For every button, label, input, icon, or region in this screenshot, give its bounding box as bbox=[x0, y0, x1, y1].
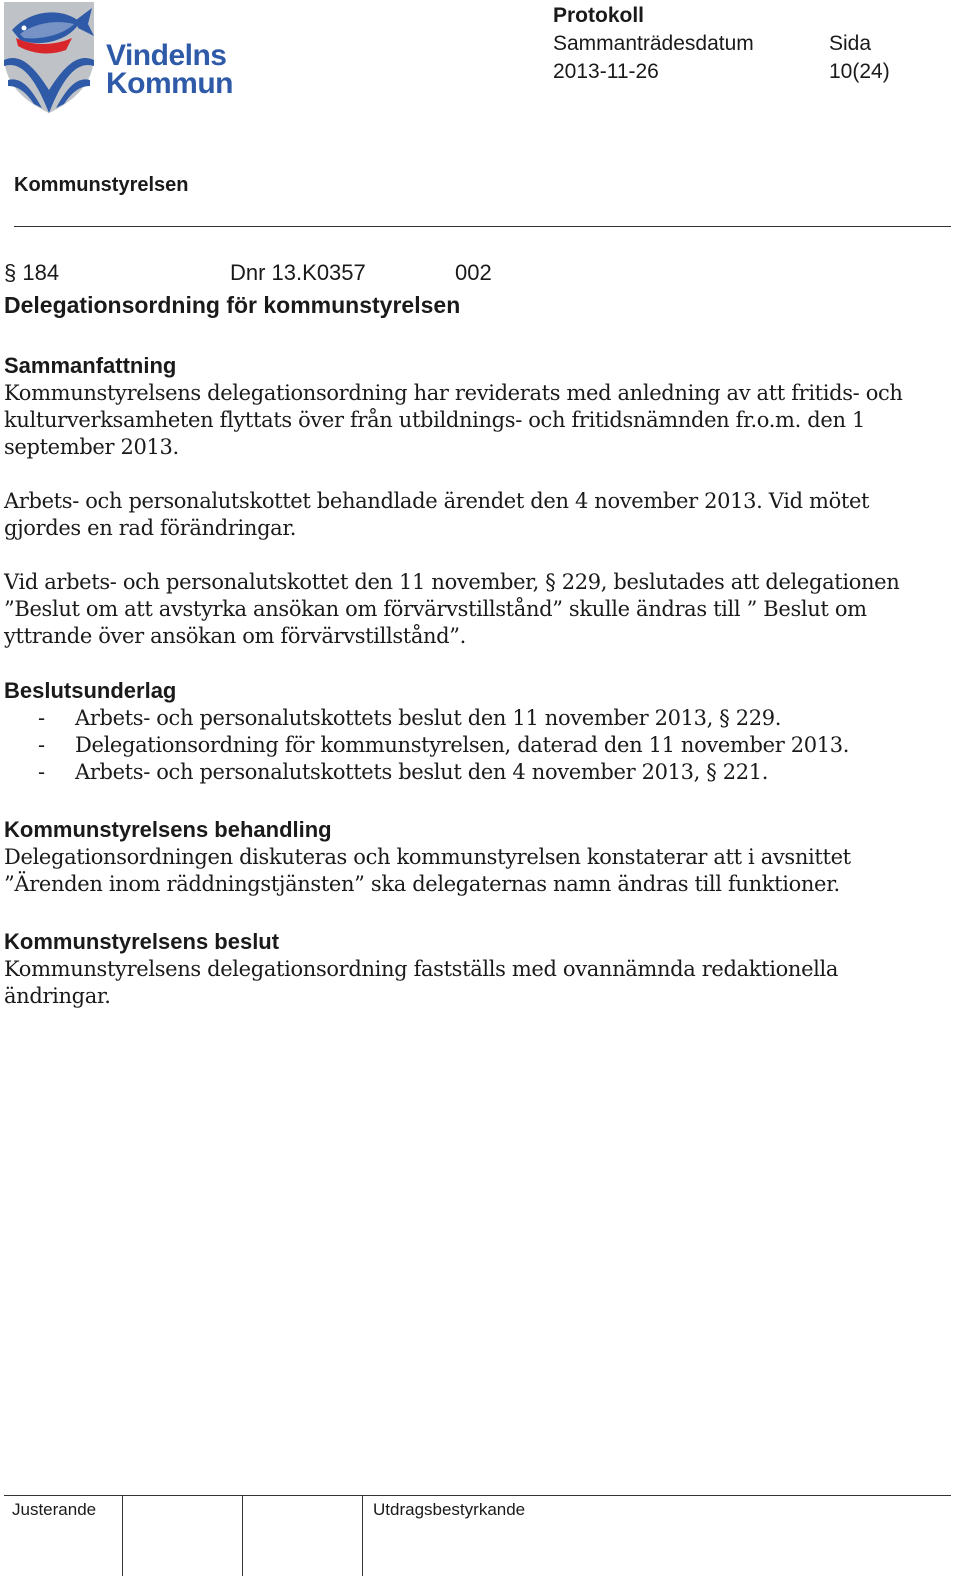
summary-paragraph-2: Arbets- och personalutskottet behandlade ärendet den 4 november 2013. Vid mötet gjordes en rad förändringar. bbox=[4, 489, 870, 540]
utdragsbestyrkande-label: Utdragsbestyrkande bbox=[373, 1500, 526, 1519]
paragraph-number: § 184 bbox=[4, 260, 60, 285]
date-label: Sammanträdesdatum bbox=[553, 32, 754, 55]
decision-paragraph: Kommunstyrelsens delegationsordning fastställs med ovannämnda redaktionella ändringar. bbox=[4, 957, 839, 1008]
signature-cell-divider bbox=[122, 1495, 123, 1576]
document-body bbox=[4, 352, 904, 1010]
header-divider bbox=[14, 226, 951, 227]
handling-heading: Kommunstyrelsens behandling bbox=[4, 817, 332, 842]
list-item: - Arbets- och personalutskottets beslut den 11 november 2013, § 229. bbox=[38, 706, 782, 730]
list-item: - Arbets- och personalutskottets beslut den 4 november 2013, § 221. bbox=[38, 760, 769, 784]
logo-line-2: Kommun bbox=[106, 67, 233, 100]
summary-heading: Sammanfattning bbox=[4, 353, 177, 378]
municipality-logo bbox=[2, 0, 247, 116]
signature-cell-divider bbox=[362, 1495, 363, 1576]
list-marker: - bbox=[38, 760, 45, 784]
logo-line-1: Vindelns bbox=[106, 39, 227, 72]
date-value: 2013-11-26 bbox=[553, 60, 659, 83]
signature-cell-divider bbox=[242, 1495, 243, 1576]
list-item: - Delegationsordning för kommunstyrelsen, daterad den 11 november 2013. bbox=[38, 733, 850, 757]
page-title: Delegationsordning för kommunstyrelsen bbox=[4, 292, 461, 318]
classification-code: 002 bbox=[455, 260, 492, 285]
justerande-label: Justerande bbox=[12, 1500, 97, 1519]
basis-heading: Beslutsunderlag bbox=[4, 678, 177, 703]
basis-list bbox=[4, 705, 904, 786]
page-label: Sida bbox=[829, 32, 872, 55]
page-number: 10(24) bbox=[829, 60, 890, 83]
summary-paragraph-3: Vid arbets- och personalutskottet den 11 november, § 229, beslutades att delegationen ”Beslut om att avstyrka ansökan om förvärvstillstånd” skulle ändras till ” Beslut om yttrande över ansökan om förvärvstillstånd”. bbox=[4, 570, 900, 648]
fish-shield-logo-icon bbox=[2, 0, 102, 116]
diary-number: Dnr 13.K0357 bbox=[230, 260, 366, 285]
document-type: Protokoll bbox=[553, 4, 645, 27]
list-marker: - bbox=[38, 706, 45, 730]
summary-paragraph-1: Kommunstyrelsens delegationsordning har reviderats med anledning av att fritids- och kulturverksamheten flyttats över från utbildnings- och fritidsnämnden fr.o.m. den 1 september 2013. bbox=[4, 381, 903, 459]
list-marker: - bbox=[38, 733, 45, 757]
decision-heading: Kommunstyrelsens beslut bbox=[4, 929, 280, 954]
handling-paragraph: Delegationsordningen diskuteras och kommunstyrelsen konstaterar att i avsnittet ”Ärenden inom räddningstjänsten” ska delegaternas namn ändras till funktioner. bbox=[4, 845, 851, 896]
logo-wordmark bbox=[106, 39, 233, 100]
footer-divider bbox=[4, 1495, 951, 1496]
organization-name: Kommunstyrelsen bbox=[14, 174, 189, 196]
